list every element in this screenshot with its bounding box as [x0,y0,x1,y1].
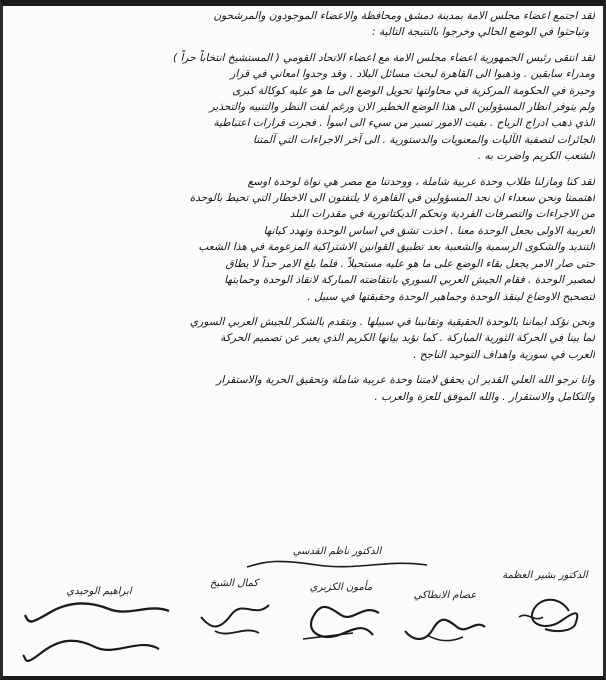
signature-scrawl [189,589,279,645]
signature-scrawl [499,581,591,637]
signature-scrawl [237,557,437,573]
letter-line: لمصير الوحدة . فقام الجيش العربي السوري بانتفاضته المباركة لانقاذ الوحدة وحمايتها [224,274,595,287]
signature-block [237,546,437,573]
signature-block [293,582,389,651]
handwritten-letter-body [11,8,595,405]
signatures-area [9,546,597,672]
letter-line: لتصحيح الاوضاع لينقذ الوحدة وجماهير الوحدة وحقيقتها في سبيل . [307,290,595,303]
letter-line: والتكامل والاستقرار . والله الموفق للعزة والعرب . [374,390,595,403]
letter-line: ولم يتوفر انظار المسؤولين الى هذا الوضع الخطير الان ورغم لفت النظر والتنبيه والتحذير [209,101,595,114]
signatory-name: مأمون الكزبري [309,582,373,593]
letter-line: وتباحثوا في الوضع الحالي وخرجوا بالنتيجة التالية : [372,26,589,39]
letter-line: لقد كنا ومازلنا طلاب وحدة عربية شاملة ، ووحدتنا مع مصر هي نواة لوحدة اوسع [247,175,595,188]
signature-block [19,586,179,671]
letter-line: ونحن نؤكد ايماننا بالوحدة الحقيقية وتفانينا في سبيلها . ونتقدم بالشكر للجيش العربي السوري [189,315,595,328]
signatory-name: الدكتور بشير العظمة [502,570,588,581]
signatory-name: الدكتور ناظم القدسي [292,546,382,557]
signatory-name: عصام الانطاكي [413,590,477,601]
signature-block [499,570,591,637]
letter-line: وحيرة في الحكومة المركزية في محاولتها تحويل الوضع الى ما هو عليه كوكالة كبرى [232,84,595,97]
letter-line: لقد انتقى رئيس الجمهورية اعضاء مجلس الامة مع اعضاء الاتحاد القومي ( المستشيخ انتخاباً حراً ) [172,51,595,64]
letter-line: العرب في سورية واهداف التوحيد الناجح . [413,348,595,361]
letter-line: ومدراء سابقين . وذهبوا الى القاهرة لبحث مسائل البلاد . وقد وجدوا امعاني في قرار [230,68,595,81]
signature-scrawl [19,597,179,671]
letter-line: لقد اجتمع اعضاء مجلس الامة بمدينة دمشق ومحافظة والاعضاء الموجودون والمرشحون [213,10,595,22]
letter-line: من الاجراءات والتصرفات الفردية وتحكم الديكتاتورية في مقدرات البلد [289,208,595,221]
signature-block [397,590,493,653]
letter-line: التنديد والشكوى الرسمية والشعبية بعد تطبيق القوانين الاشتراكية المزعومة في هذا الشعب [198,241,595,254]
letter-line: الذي ذهب ادراج الرياح . بقيت الامور تسير من سيء الى اسوأ . فجرت قرارات اعتباطية [213,117,595,130]
signatory-name: كمال الشيخ [209,578,259,589]
signature-scrawl [293,593,389,651]
letter-line: وانا نرجو الله العلي القدير ان يحقق لامتنا وحدة عربية شاملة وتحقيق الحرية والاستقرار [216,374,595,387]
letter-line: العربية الاولى بجعل الوحدة معنا . اخذت تشق في اساس الوحدة وتهدد كيانها [263,224,595,237]
letter-line: اهتممنا ونحن سعداء ان نجد المسؤولين في القاهرة لا يلتفتون الى الاخطار التي تحيط بالوحدة [189,192,595,205]
letter-line: الجائرات لتصفية الآليات والمعنويات والدستورية . الى آخر الاجراءات التي آلمتنا [252,133,595,146]
signature-block [189,578,279,645]
letter-line: الشعب الكريم واضرت به . [477,150,595,163]
letter-line: حتى صار الامر يجعل بقاء الوضع على ما هو عليه مستحيلاً . فلما بلغ الامر حداً لا يطاق [225,257,595,270]
signatory-name: ابراهيم الوحيدي [66,586,132,597]
signature-scrawl [397,601,493,653]
letter-line: لما بينا في الحركة الثورية المباركة . كما نؤيد بيانها الكريم الذي يعبر عن تصميم الحركة [220,332,595,345]
